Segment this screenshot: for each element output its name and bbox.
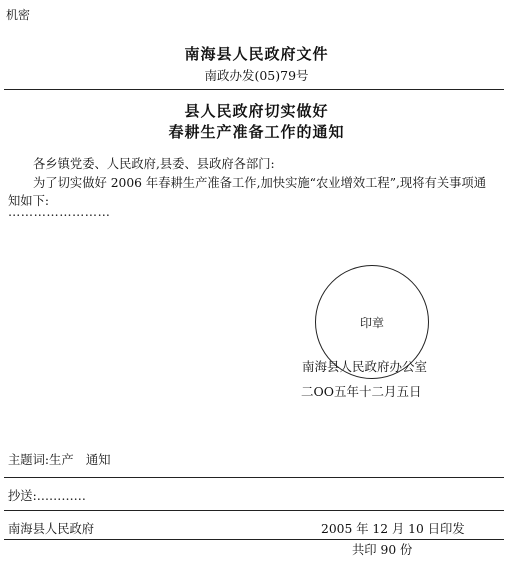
notice-title-line-1: 县人民政府切实做好 (184, 102, 329, 120)
copies-count: 共印 90 份 (352, 543, 413, 557)
body-paragraph-line-2: 知如下: (8, 194, 50, 208)
body-paragraph-line-1: 为了切实做好 2006 年春耕生产准备工作,加快实施“农业增效工程”,现将有关事项通 (33, 176, 487, 190)
signing-date: 二OO五年十二月五日 (301, 384, 422, 399)
document-title: 南海县人民政府文件 (184, 45, 329, 63)
subject-keywords: 主题词:生产 通知 (8, 453, 111, 467)
signing-office: 南海县人民政府办公室 (302, 359, 428, 374)
cc-divider (4, 510, 504, 511)
classification-label: 机密 (6, 8, 31, 22)
seal-label: 印章 (359, 316, 384, 330)
cc-line: 抄送:………… (8, 489, 86, 503)
salutation: 各乡镇党委、人民政府,县委、县政府各部门: (33, 157, 275, 171)
issue-date: 2005 年 12 月 10 日印发 (321, 522, 465, 536)
body-ellipsis: …………………… (8, 205, 111, 219)
subject-divider (4, 477, 504, 478)
issuer: 南海县人民政府 (8, 522, 95, 536)
header-divider (4, 89, 504, 90)
document-number: 南政办发(05)79号 (204, 68, 309, 83)
notice-title-line-2: 春耕生产准备工作的通知 (168, 123, 345, 141)
footer-divider (4, 539, 504, 540)
